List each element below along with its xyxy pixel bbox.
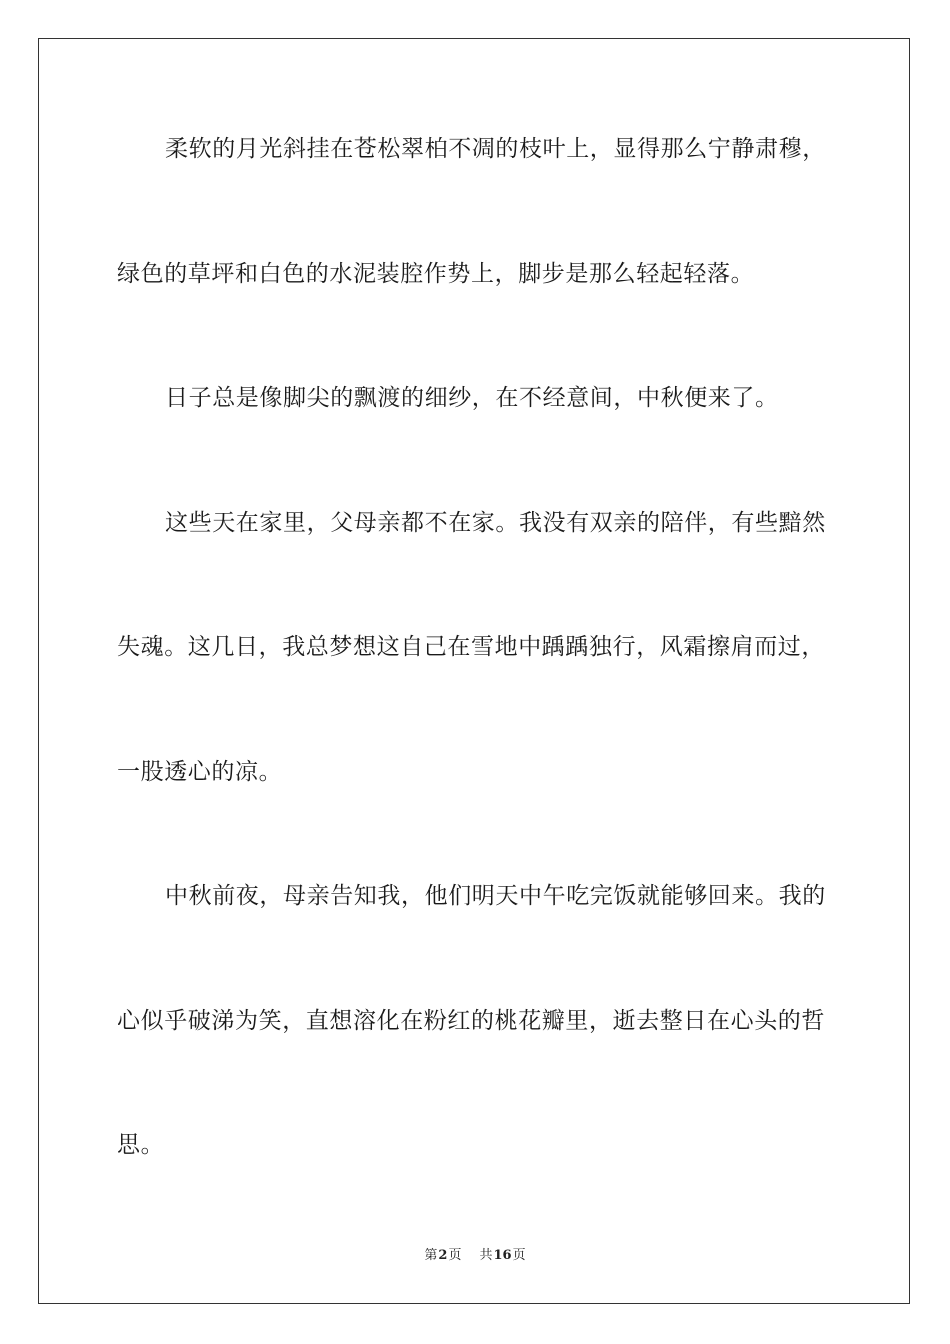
page-prefix: 第: [424, 1248, 438, 1263]
total-pages: 16: [493, 1248, 512, 1263]
total-suffix: 页: [512, 1248, 526, 1263]
paragraph-4-line-2: 心似乎破涕为笑，直想溶化在粉红的桃花瓣里，逝去整日在心头的哲: [117, 1008, 825, 1034]
paragraph-4-line-3: 思。: [117, 1132, 165, 1158]
paragraph-4-line-1: 中秋前夜，母亲告知我，他们明天中午吃完饭就能够回来。我的: [165, 883, 826, 909]
page-footer: [0, 1247, 950, 1265]
paragraph-3-line-1: 这些天在家里，父母亲都不在家。我没有双亲的陪伴，有些黯然: [165, 510, 826, 536]
total-prefix: 共: [479, 1248, 493, 1263]
page-suffix: 页: [448, 1248, 462, 1263]
paragraph-1-line-2: 绿色的草坪和白色的水泥装腔作势上，脚步是那么轻起轻落。: [117, 261, 755, 287]
paragraph-3-line-3: 一股透心的凉。: [117, 759, 283, 785]
paragraph-1-line-1: 柔软的月光斜挂在苍松翠柏不凋的枝叶上，显得那么宁静肃穆，: [165, 136, 826, 162]
paragraph-2-line-1: 日子总是像脚尖的飘渡的细纱，在不经意间，中秋便来了。: [165, 385, 779, 411]
page-number: 2: [438, 1248, 448, 1263]
page-border: [38, 38, 910, 1304]
paragraph-3-line-2: 失魂。这几日，我总梦想这自己在雪地中踽踽独行，风霜擦肩而过，: [117, 634, 825, 660]
